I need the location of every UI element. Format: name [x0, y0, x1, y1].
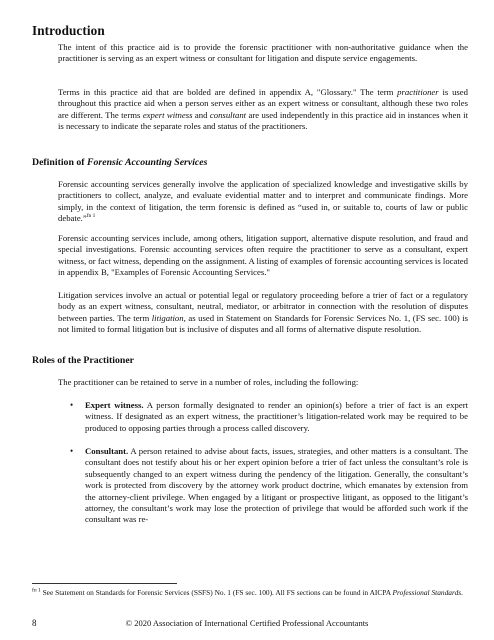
role-consultant: Consultant. A person retained to advise about facts, issues, strategies, and other matters is a consultant. The consultant does not testify about his or her expert opinion before a trier of fact unless the consultant’s role is subsequently changed to an expert witness during the pendency of the litigation. Generally, the consultant’s work is protected from discovery by the attorney work product doctrine, which emanates by extension from the attorney-client privilege. When engaged by a litigant or prospective litigant, as opposed to the litigant’s attorney, the consultant’s work may lose the protection of privilege that would be afforded such work if the consultant was re-: [85, 446, 468, 525]
bullet-icon: •: [70, 446, 74, 456]
intro-paragraph-1: The intent of this practice aid is to provide the forensic practitioner with non-authoritative guidance when the practitioner is serving as an expert witness or consultant for litigation and dispute service engagements.: [58, 42, 468, 64]
footnote-marker: fn 1: [32, 587, 41, 594]
roles-intro: The practitioner can be retained to serve in a number of roles, including the following:: [58, 377, 359, 387]
footnote-divider: [32, 583, 177, 584]
definition-paragraph-2: Forensic accounting services include, among others, litigation support, alternative dispute resolution, and fraud and special investigations. Forensic accounting services often require the practitioner to serve as a consultant, expert witness, or fact witness, depending on the assignment. A listing of examples of forensic accounting services is located in appendix B, "Examples of Forensic Accounting Services.": [58, 233, 468, 278]
bullet-icon: •: [70, 400, 74, 410]
role-expert-witness: Expert witness. A person formally designated to render an opinion(s) before a trier of fact is an expert witness. If designated as an expert witness, the practitioner’s litigation-related work may be required to be produced to opposing parties through a process called discovery.: [85, 400, 468, 433]
definition-paragraph-1: Forensic accounting services generally involve the application of specialized knowledge and investigative skills by practitioners to collect, analyze, and evaluate evidential matter and to interpret and communicate findings. More simply, in the context of litigation, the term forensic is defined as “used in, or suitable to, courts of law or public debate.”$^{fn 1}$: [58, 179, 468, 224]
heading-introduction: Introduction: [32, 23, 105, 38]
copyright-notice: © 2020 Association of International Certified Professional Accountants: [125, 618, 369, 628]
heading-definition: Definition of Forensic Accounting Services: [32, 157, 208, 168]
intro-paragraph-2: Terms in this practice aid that are bolded are defined in appendix A, "Glossary." The term practitioner is used throughout this practice aid when a person serves either as an expert witness or consultant, although these two roles are different. The terms expert witness and consultant are used independently in this practice aid in instances when it is necessary to indicate the separate roles and status of the practitioners.: [58, 87, 468, 132]
footnote-reference: fn 1: [86, 213, 96, 220]
page-number: 8: [32, 618, 37, 628]
definition-paragraph-3: Litigation services involve an actual or potential legal or regulatory proceeding before a trier of fact or a regulatory body as an expert witness, consultant, neutral, mediator, or arbitrator in connection with the resolution of disputes between parties. The term litigation, as used in Statement on Standards for Forensic Services No. 1, (FS sec. 100) is not limited to formal litigation but is inclusive of disputes and all forms of alternative dispute resolution.: [58, 290, 468, 335]
heading-roles: Roles of the Practitioner: [32, 355, 135, 366]
footnote: $^{fn 1}$ See Statement on Standards for Forensic Services (SSFS) No. 1 (FS sec. 100). All FS sections can be found in AICPA Professional Standards.: [32, 587, 464, 597]
